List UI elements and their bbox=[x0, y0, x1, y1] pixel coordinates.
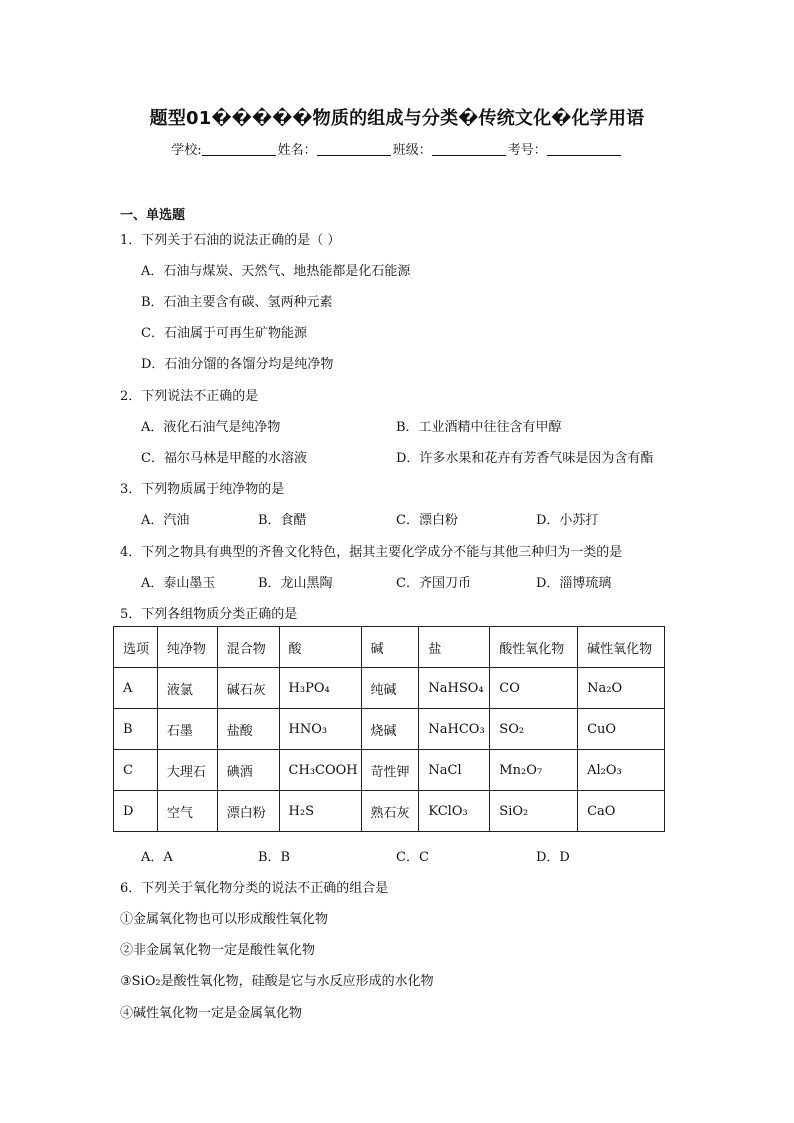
table-cell: 苛性钾 bbox=[361, 750, 419, 791]
question-6-item-2: ②非金属氧化物一定是酸性氧化物 bbox=[120, 943, 316, 958]
question-2-stem: 2．下列说法不正确的是 bbox=[120, 389, 259, 404]
table-cell: Al₂O₃ bbox=[578, 750, 665, 791]
question-1-option-c: C．石油属于可再生矿物能源 bbox=[141, 326, 307, 341]
class-blank[interactable] bbox=[432, 143, 506, 156]
question-1-option-b: B．石油主要含有碳、氢两种元素 bbox=[141, 295, 333, 310]
question-2-option-d: D．许多水果和花卉有芳香气味是因为含有酯 bbox=[396, 451, 654, 466]
table-cell: CuO bbox=[578, 709, 665, 750]
question-5-option-b: B．B bbox=[258, 850, 291, 865]
table-header-cell: 酸 bbox=[279, 627, 361, 668]
question-4-stem: 4．下列之物具有典型的齐鲁文化特色，据其主要化学成分不能与其他三种归为一类的是 bbox=[120, 545, 623, 560]
table-cell: SO₂ bbox=[490, 709, 578, 750]
question-2-option-b: B．工业酒精中往往含有甲醇 bbox=[396, 420, 562, 435]
question-3-option-a: A．汽油 bbox=[141, 513, 190, 528]
question-5-stem: 5．下列各组物质分类正确的是 bbox=[120, 607, 298, 622]
table-header-cell: 酸性氧化物 bbox=[490, 627, 578, 668]
table-cell: 液氯 bbox=[157, 668, 217, 709]
question-1-option-a: A．石油与煤炭、天然气、地热能都是化石能源 bbox=[141, 264, 411, 279]
table-cell: SiO₂ bbox=[490, 791, 578, 832]
table-header-cell: 盐 bbox=[419, 627, 490, 668]
table-cell: A bbox=[114, 668, 158, 709]
question-4-option-a: A．泰山墨玉 bbox=[141, 576, 216, 591]
table-row bbox=[114, 791, 665, 832]
table-cell: NaHSO₄ bbox=[419, 668, 490, 709]
question-1-option-d: D．石油分馏的各馏分均是纯净物 bbox=[141, 357, 334, 372]
question-4-option-c: C．齐国刀币 bbox=[396, 576, 471, 591]
number-label: 考号： bbox=[507, 143, 547, 158]
table-cell: D bbox=[114, 791, 158, 832]
table-header-row bbox=[114, 627, 665, 668]
question-2-option-c: C．福尔马林是甲醛的水溶液 bbox=[141, 451, 307, 466]
table-cell: NaHCO₃ bbox=[419, 709, 490, 750]
table-cell: 石墨 bbox=[157, 709, 217, 750]
table-cell: 漂白粉 bbox=[217, 791, 279, 832]
table-cell: HNO₃ bbox=[279, 709, 361, 750]
page-title: 题型01�����物质的组成与分类�传统文化�化学用语 bbox=[149, 108, 645, 129]
question-6-item-1: ①金属氧化物也可以形成酸性氧化物 bbox=[120, 912, 329, 927]
table-header-cell: 纯净物 bbox=[157, 627, 217, 668]
table-row bbox=[114, 709, 665, 750]
table-cell: 盐酸 bbox=[217, 709, 279, 750]
question-4-option-b: B．龙山黑陶 bbox=[258, 576, 333, 591]
table-cell: H₂S bbox=[279, 791, 361, 832]
name-label: 姓名： bbox=[277, 143, 317, 158]
classification-table bbox=[113, 626, 665, 832]
table-cell: NaCl bbox=[419, 750, 490, 791]
student-info-line bbox=[0, 139, 794, 158]
table-cell: 大理石 bbox=[157, 750, 217, 791]
question-5-option-d: D．D bbox=[536, 850, 570, 865]
question-6-item-3: ③SiO₂是酸性氧化物，硅酸是它与水反应形成的水化物 bbox=[120, 974, 434, 989]
table-cell: 纯碱 bbox=[361, 668, 419, 709]
table-row bbox=[114, 668, 665, 709]
section-heading: 一、单选题 bbox=[120, 208, 186, 223]
question-5-option-c: C．C bbox=[396, 850, 429, 865]
table-cell: 空气 bbox=[157, 791, 217, 832]
question-3-option-b: B．食醋 bbox=[258, 513, 307, 528]
table-cell: CaO bbox=[578, 791, 665, 832]
name-blank[interactable] bbox=[317, 143, 391, 156]
question-3-option-d: D．小苏打 bbox=[536, 513, 599, 528]
table-cell: Na₂O bbox=[578, 668, 665, 709]
table-cell: 碘酒 bbox=[217, 750, 279, 791]
table-cell: B bbox=[114, 709, 158, 750]
question-1-stem: 1．下列关于石油的说法正确的是（ ） bbox=[120, 233, 341, 248]
question-6-stem: 6．下列关于氧化物分类的说法不正确的组合是 bbox=[120, 881, 389, 896]
school-blank[interactable] bbox=[202, 143, 276, 156]
question-6-item-4: ④碱性氧化物一定是金属氧化物 bbox=[120, 1006, 303, 1021]
table-cell: KClO₃ bbox=[419, 791, 490, 832]
table-header-cell: 混合物 bbox=[217, 627, 279, 668]
table-cell: 烧碱 bbox=[361, 709, 419, 750]
table-header-cell: 碱性氧化物 bbox=[578, 627, 665, 668]
question-3-option-c: C．漂白粉 bbox=[396, 513, 458, 528]
table-cell: 碱石灰 bbox=[217, 668, 279, 709]
question-4-option-d: D．淄博琉璃 bbox=[536, 576, 612, 591]
class-label: 班级： bbox=[392, 143, 432, 158]
school-label: 学校: bbox=[171, 143, 202, 158]
table-cell: 熟石灰 bbox=[361, 791, 419, 832]
table-cell: H₃PO₄ bbox=[279, 668, 361, 709]
question-3-stem: 3．下列物质属于纯净物的是 bbox=[120, 482, 285, 497]
table-cell: C bbox=[114, 750, 158, 791]
number-blank[interactable] bbox=[547, 143, 621, 156]
table-header-cell: 碱 bbox=[361, 627, 419, 668]
table-cell: CH₃COOH bbox=[279, 750, 361, 791]
table-header-cell: 选项 bbox=[114, 627, 158, 668]
table-cell: CO bbox=[490, 668, 578, 709]
question-5-option-a: A．A bbox=[141, 850, 173, 865]
table-cell: Mn₂O₇ bbox=[490, 750, 578, 791]
question-2-option-a: A．液化石油气是纯净物 bbox=[141, 420, 281, 435]
table-row bbox=[114, 750, 665, 791]
